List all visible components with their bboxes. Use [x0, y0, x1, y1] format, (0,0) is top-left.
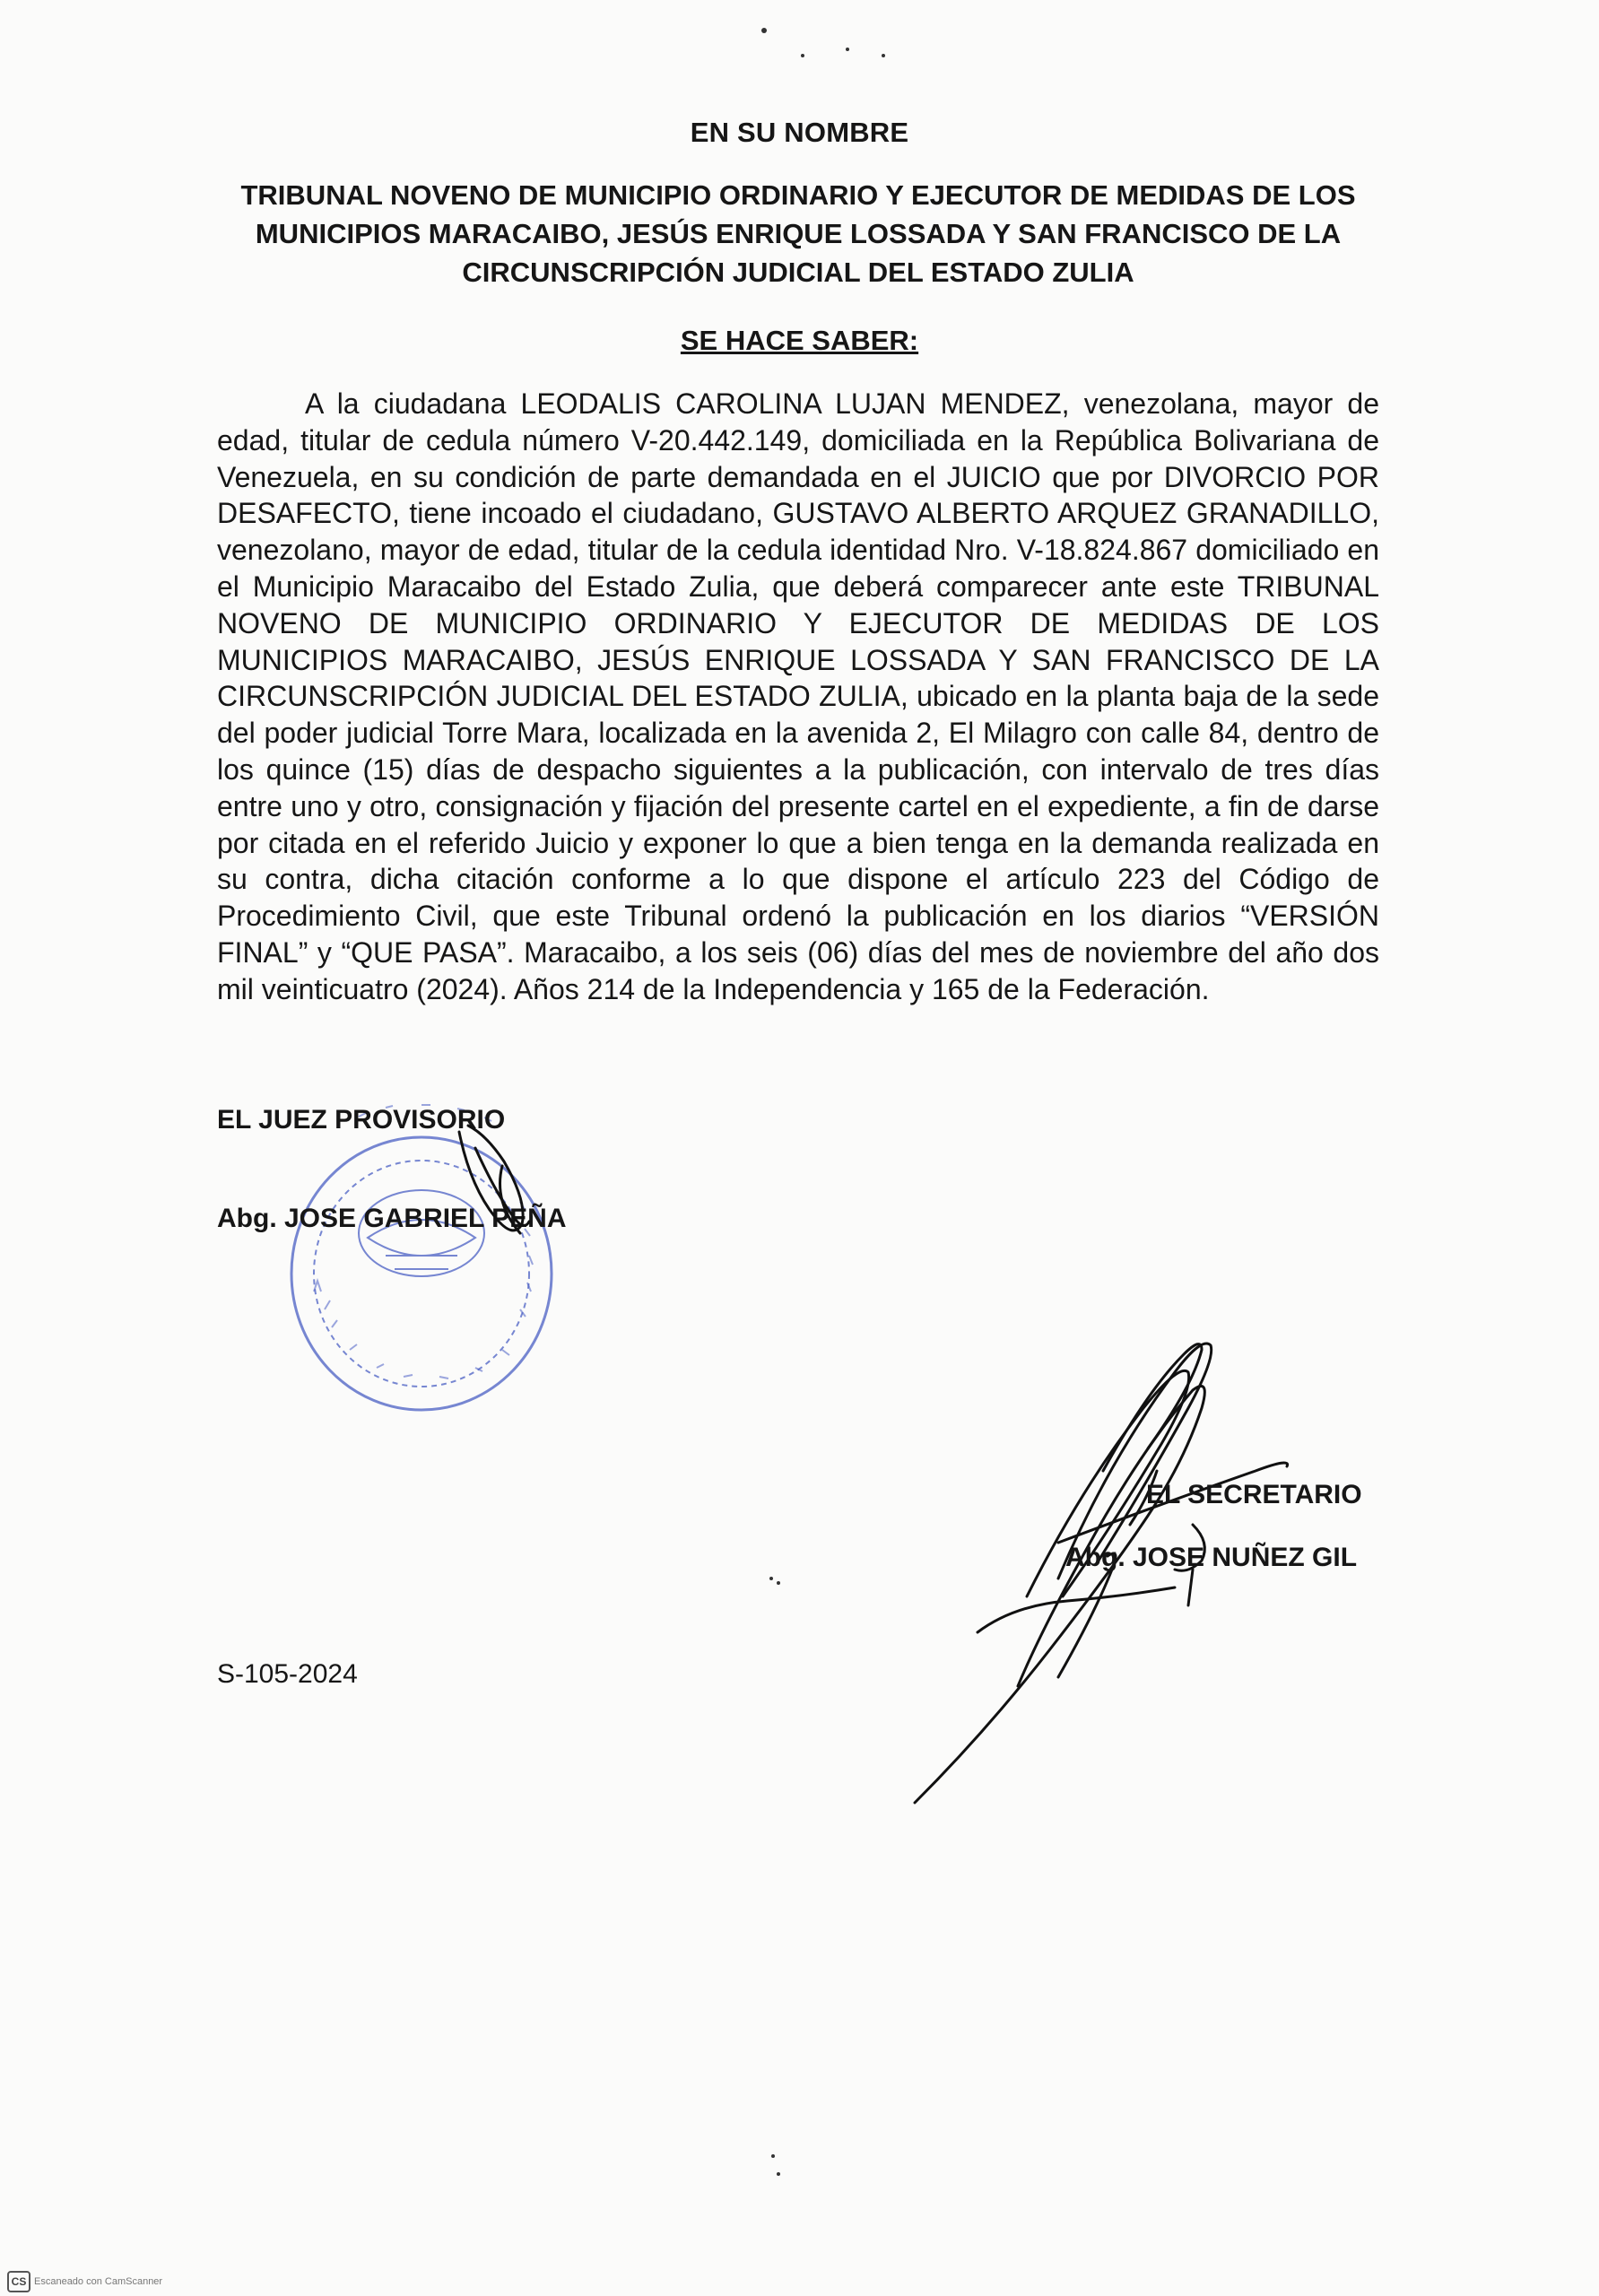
notice-body: A la ciudadana LEODALIS CAROLINA LUJAN MENDEZ, venezolana, mayor de edad, titular de cedula número V-20.442.149, domiciliada en la República Bolivariana de Venezuela, en su condición de parte demandada en el JUICIO que por DIVORCIO POR DESAFECTO, tiene incoado el ciudadano, GUSTAVO ALBERTO ARQUEZ GRANADILLO, venezolano, mayor de edad, titular de la cedula identidad Nro. V-18.824.867 domiciliado en el Municipio Maracaibo del Estado Zulia, que deberá comparecer ante este TRIBUNAL NOVENO DE MUNICIPIO ORDINARIO Y EJECUTOR DE MEDIDAS DE LOS MUNICIPIOS MARACAIBO, JESÚS ENRIQUE LOSSADA Y SAN FRANCISCO DE LA CIRCUNSCRIPCIÓN JUDICIAL DEL ESTADO ZULIA, ubicado en la planta baja de la sede del poder judicial Torre Mara, localizada en la avenida 2, El Milagro con calle 84, dentro de los quince (15) días de despacho siguientes a la publicación, con intervalo de tres días entre uno y otro, consignación y fijación del presente cartel en el expediente, a fin de darse por citada en el referido Juicio y exponer lo que a bien tenga en la demanda realizada en su contra, dicha citación conforme a lo que dispone el artículo 223 del Código de Procedimiento Civil, que este Tribunal ordenó la publicación en los diarios “VERSIÓN FINAL” y “QUE PASA”. Maracaibo, a los seis (06) días del mes de noviembre del año dos mil veinticuatro (2024). Años 214 de la Independencia y 165 de la Federación.	[217, 387, 1379, 1005]
court-name-line: CIRCUNSCRIPCIÓN JUDICIAL DEL ESTADO ZULIA	[462, 257, 1134, 288]
court-name-line: MUNICIPIOS MARACAIBO, JESÚS ENRIQUE LOSSADA Y SAN FRANCISCO DE LA	[255, 218, 1342, 249]
document-reference: S-105-2024	[217, 1659, 358, 1689]
judge-name: Abg. JOSE GABRIEL PEÑA	[217, 1204, 567, 1233]
scanner-footer: Escaneado con CamScanner	[34, 2276, 163, 2287]
secretary-title: EL SECRETARIO	[1146, 1480, 1362, 1509]
judge-title: EL JUEZ PROVISORIO	[217, 1105, 506, 1135]
document-heading: EN SU NOMBRE	[690, 117, 909, 148]
notice-title: SE HACE SABER:	[680, 325, 919, 356]
court-name-line: TRIBUNAL NOVENO DE MUNICIPIO ORDINARIO Y EJECUTOR DE MEDIDAS DE LOS	[240, 179, 1356, 211]
camscanner-logo: CS	[7, 2271, 30, 2292]
secretary-name: Abg. JOSE NUÑEZ GIL	[1065, 1543, 1358, 1572]
